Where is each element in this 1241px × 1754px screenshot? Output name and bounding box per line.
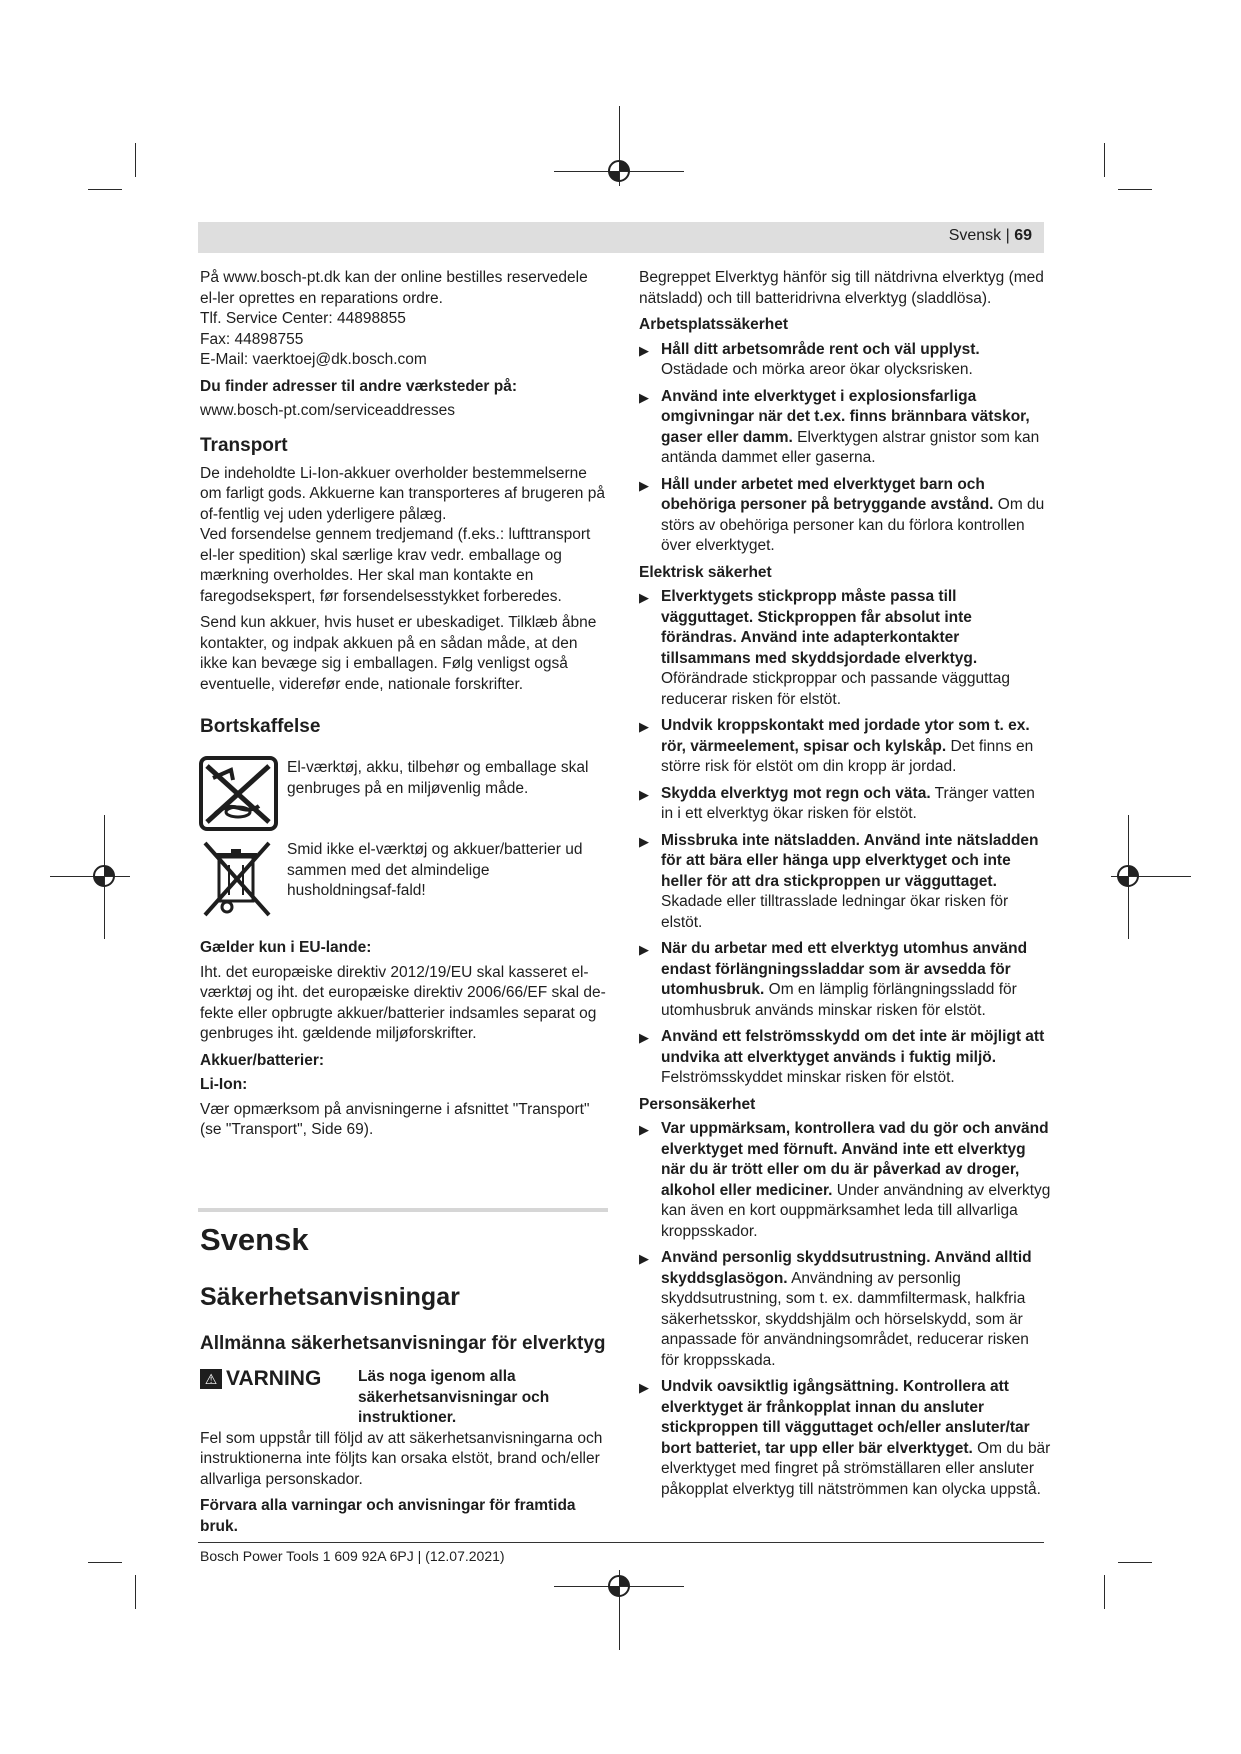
person-heading: Personsäkerhet (639, 1095, 756, 1113)
bullet-arrow-icon: ▶ (639, 1380, 649, 1395)
recycling-symbol-icon (199, 756, 278, 831)
crop-mark (1104, 1575, 1105, 1609)
warning-triangle-icon: ⚠ (200, 1369, 222, 1389)
list-item (639, 387, 1051, 469)
addresses-url: www.bosch-pt.com/serviceaddresses (200, 402, 455, 419)
crop-mark (1118, 189, 1152, 190)
crop-mark (88, 1562, 122, 1563)
disposal-heading: Bortskaffelse (200, 716, 321, 737)
right-intro: Begreppet Elverktyg hänför sig till nätdrivna elverktyg (med nätsladd) och till batteridrivna elverktyg (sladdlösa). (639, 269, 1044, 307)
item-bold: Undvik oavsiktlig igångsättning. Kontrollera att elverktyget är frånkopplat innan du ansluter stickproppen till vägguttaget och/eller ansluter/tar bort batteriet, tar upp eller bär elverktyget. (661, 1378, 1030, 1457)
crop-mark (1118, 1562, 1152, 1563)
crop-mark (1104, 143, 1105, 177)
list-item (639, 1119, 1051, 1242)
liion-heading: Li-Ion: (200, 1076, 248, 1093)
transport-paragraph: De indeholdte Li-Ion-akkuer overholder bestemmelserne om farligt gods. Akkuerne kan transporteres af brugeren på of-fentlig vej uden yderligere pålæg. (200, 464, 605, 523)
bullet-arrow-icon: ▶ (639, 719, 649, 734)
crop-mark (88, 189, 122, 190)
language-heading: Svensk (200, 1222, 309, 1257)
item-bold: Missbruka inte nätsladden. Använd inte nätsladden för att bära eller hänga upp elverktyget och inte heller för att dra stickproppen ur vägguttaget. (661, 831, 1039, 890)
registration-target-icon (604, 1571, 634, 1601)
bullet-arrow-icon: ▶ (639, 389, 649, 405)
eu-text: Iht. det europæiske direktiv 2012/19/EU skal kasseret el-værktøj og iht. det europæiske direktiv 2006/66/EF skal de-fekte eller opbrugte akkuer/batterier indsamles separat og genbruges iht. gældende miljøforskrifter. (200, 963, 606, 1042)
liion-text: Vær opmærksom på anvisningerne i afsnittet "Transport" (se "Transport", Side 69). (200, 1100, 590, 1138)
item-text: Oförändrade stickproppar och passande vägguttag reducerar risken för elstöt. (661, 670, 1010, 708)
item-bold: Använd ett felströmsskydd om det inte är möjligt att undvika att elverktyget används i fuktig miljö. (661, 1028, 1045, 1066)
transport-paragraph: Send kun akkuer, hvis huset er ubeskadiget. Tilklæb åbne kontakter, og indpak akkuen på en sådan måde, at den ikke kan bevæge sig i emballagen. Følg venligst også eventuelle, viderefør ende, nationale forskrifter. (200, 614, 597, 693)
item-bold: Var uppmärksam, kontrollera vad du gör och använd elverktyget med förnuft. Använd inte ett elverktyg när du är trött eller om du är påverkad av droger, alkohol eller mediciner. (661, 1120, 1049, 1199)
item-bold: Undvik kroppskontakt med jordade ytor som t. ex. rör, värmeelement, spisar och kylskåp. (661, 717, 1030, 755)
warning-text: Fel som uppstår till följd av att säkerhetsanvisningarna och instruktionerna inte följts kan orsaka elstöt, brand och/eller allvarliga personskador. (200, 1429, 603, 1488)
crossed-bin-icon (199, 837, 274, 919)
item-text: Om en lämplig förlängningssladd för utomhusbruk används minskar risken för elstöt. (661, 981, 1017, 1019)
warning-label: VARNING (226, 1367, 322, 1390)
item-text: Tränger vatten in i ett elverktyg ökar risken för elstöt. (661, 784, 1035, 822)
keep-instructions: Förvara alla varningar och anvisningar för framtida bruk. (200, 1497, 576, 1535)
intro-line: Tlf. Service Center: 44898855 (200, 310, 406, 327)
list-item (639, 784, 1051, 825)
item-text: Om du bär elverktyget med fingret på strömställaren eller ansluter påkopplat elverktyg till nätströmmen kan olycka uppstå. (661, 1439, 1051, 1498)
transport-heading: Transport (200, 434, 288, 456)
list-item (639, 475, 1051, 557)
safety-heading: Säkerhetsanvisningar (200, 1283, 460, 1311)
workplace-heading: Arbetsplatssäkerhet (639, 316, 789, 333)
item-bold: Skydda elverktyg mot regn och väta. (661, 784, 931, 802)
registration-target-icon (1113, 861, 1143, 891)
bullet-arrow-icon: ▶ (639, 590, 649, 605)
list-item (639, 587, 1051, 710)
item-text: Elverktygen alstrar gnistor som kan antända dammet eller gaserna. (661, 428, 1040, 466)
header-section: Svensk (948, 227, 1002, 244)
footer-text: Bosch Power Tools 1 609 92A 6PJ | (12.07.2021) (200, 1548, 505, 1564)
addresses-heading: Du finder adresser til andre værksteder på: (200, 377, 518, 395)
eu-section (200, 932, 608, 1147)
left-column (200, 268, 608, 745)
item-text: Användning av personlig skyddsutrustning, som t. ex. dammfiltermask, halkfria säkerhetsskor, skyddshjälm och hörselskydd, som är anpassade för användningsområdet, reducerar risken för kroppsskada. (661, 1269, 1029, 1369)
item-text: Om du störs av obehöriga personer kan du förlora kontrollen över elverktyget. (661, 496, 1045, 554)
item-text: Felströmsskyddet minskar risken för elstöt. (661, 1069, 955, 1086)
footer-rule (198, 1542, 1044, 1543)
list-item (639, 939, 1051, 1021)
bullet-arrow-icon: ▶ (639, 833, 649, 849)
intro-line: På www.bosch-pt.dk kan der online bestilles reservedele el-ler oprettes en reparations ordre. (200, 269, 588, 307)
warning-bold: Läs noga igenom alla säkerhetsanvisningar och instruktioner. (358, 1368, 550, 1426)
page-number: 69 (1014, 227, 1032, 244)
intro-line: E-Mail: vaerktoej@dk.bosch.com (200, 351, 427, 368)
list-item (639, 1027, 1051, 1089)
list-item (639, 831, 1051, 934)
right-column (639, 268, 1051, 1506)
bullet-arrow-icon: ▶ (639, 1251, 649, 1266)
bullet-arrow-icon: ▶ (639, 786, 649, 802)
item-text: Skadade eller tilltrasslade ledningar ökar risken för elstöt. (661, 893, 1009, 931)
item-bold: Använd inte elverktyget i explosionsfarliga omgivningar när det t.ex. finns brännbara vätskor, gaser eller damm. (661, 387, 1030, 446)
list-item (639, 1248, 1051, 1371)
disposal-text-2: Smid ikke el-værktøj og akkuer/batterier ud sammen med det almindelige husholdningsaf-fald! (287, 841, 583, 899)
eu-heading: Gælder kun i EU-lande: (200, 939, 372, 956)
general-safety-heading: Allmänna säkerhetsanvisningar för elverktyg (200, 1333, 606, 1354)
crop-mark (135, 1575, 136, 1609)
list-item (639, 716, 1051, 778)
item-text: Under användning av elverktyg kan även en kort ouppmärksamhet leda till allvarliga kroppsskador. (661, 1181, 1051, 1240)
item-bold: Använd personlig skyddsutrustning. Använd alltid skyddsglasögon. (661, 1249, 1032, 1287)
page-header (198, 222, 1044, 253)
warning-badge (200, 1369, 321, 1390)
electric-heading: Elektrisk säkerhet (639, 563, 772, 581)
item-text: Det finns en större risk för elstöt om din kropp är jordad. (661, 737, 1034, 775)
item-bold: Håll ditt arbetsområde rent och väl upplyst. (661, 340, 980, 358)
bullet-arrow-icon: ▶ (639, 1030, 649, 1045)
disposal-text-1: El-værktøj, akku, tilbehør og emballage skal genbruges på en miljøvenlig måde. (287, 759, 589, 797)
bullet-arrow-icon: ▶ (639, 1122, 649, 1137)
registration-target-icon (89, 861, 119, 891)
registration-target-icon (604, 156, 634, 186)
transport-paragraph: Ved forsendelse gennem tredjemand (f.eks.: lufttransport el-ler spedition) skal særlige krav vedr. emballage og mærkning overholdes. Her skal man kontakte en faregodsekspert, før forsendelsesstykket forberedes. (200, 526, 591, 605)
list-item (639, 1377, 1051, 1500)
warning-block (200, 1367, 608, 1537)
bullet-arrow-icon: ▶ (639, 942, 649, 957)
header-text: Svensk | 69 (948, 227, 1032, 244)
section-rule (198, 1208, 608, 1212)
intro-line: Fax: 44898755 (200, 330, 304, 348)
crop-mark (135, 143, 136, 177)
item-bold: Elverktygets stickpropp måste passa till vägguttaget. Stickproppen får absolut inte förändras. Använd inte adapterkontakter tillsammans med skyddsjordade elverktyg. (661, 588, 978, 667)
item-bold: När du arbetar med ett elverktyg utomhus använd endast förlängningssladdar som är avsedda för utomhusbruk. (661, 940, 1028, 998)
item-text: Ostädade och mörka areor ökar olycksrisken. (661, 361, 973, 378)
bullet-arrow-icon: ▶ (639, 342, 649, 358)
battery-heading: Akkuer/batterier: (200, 1051, 325, 1069)
item-bold: Håll under arbetet med elverktyget barn och obehöriga personer på betryggande avstånd. (661, 475, 994, 513)
bullet-arrow-icon: ▶ (639, 477, 649, 493)
list-item (639, 340, 1051, 381)
